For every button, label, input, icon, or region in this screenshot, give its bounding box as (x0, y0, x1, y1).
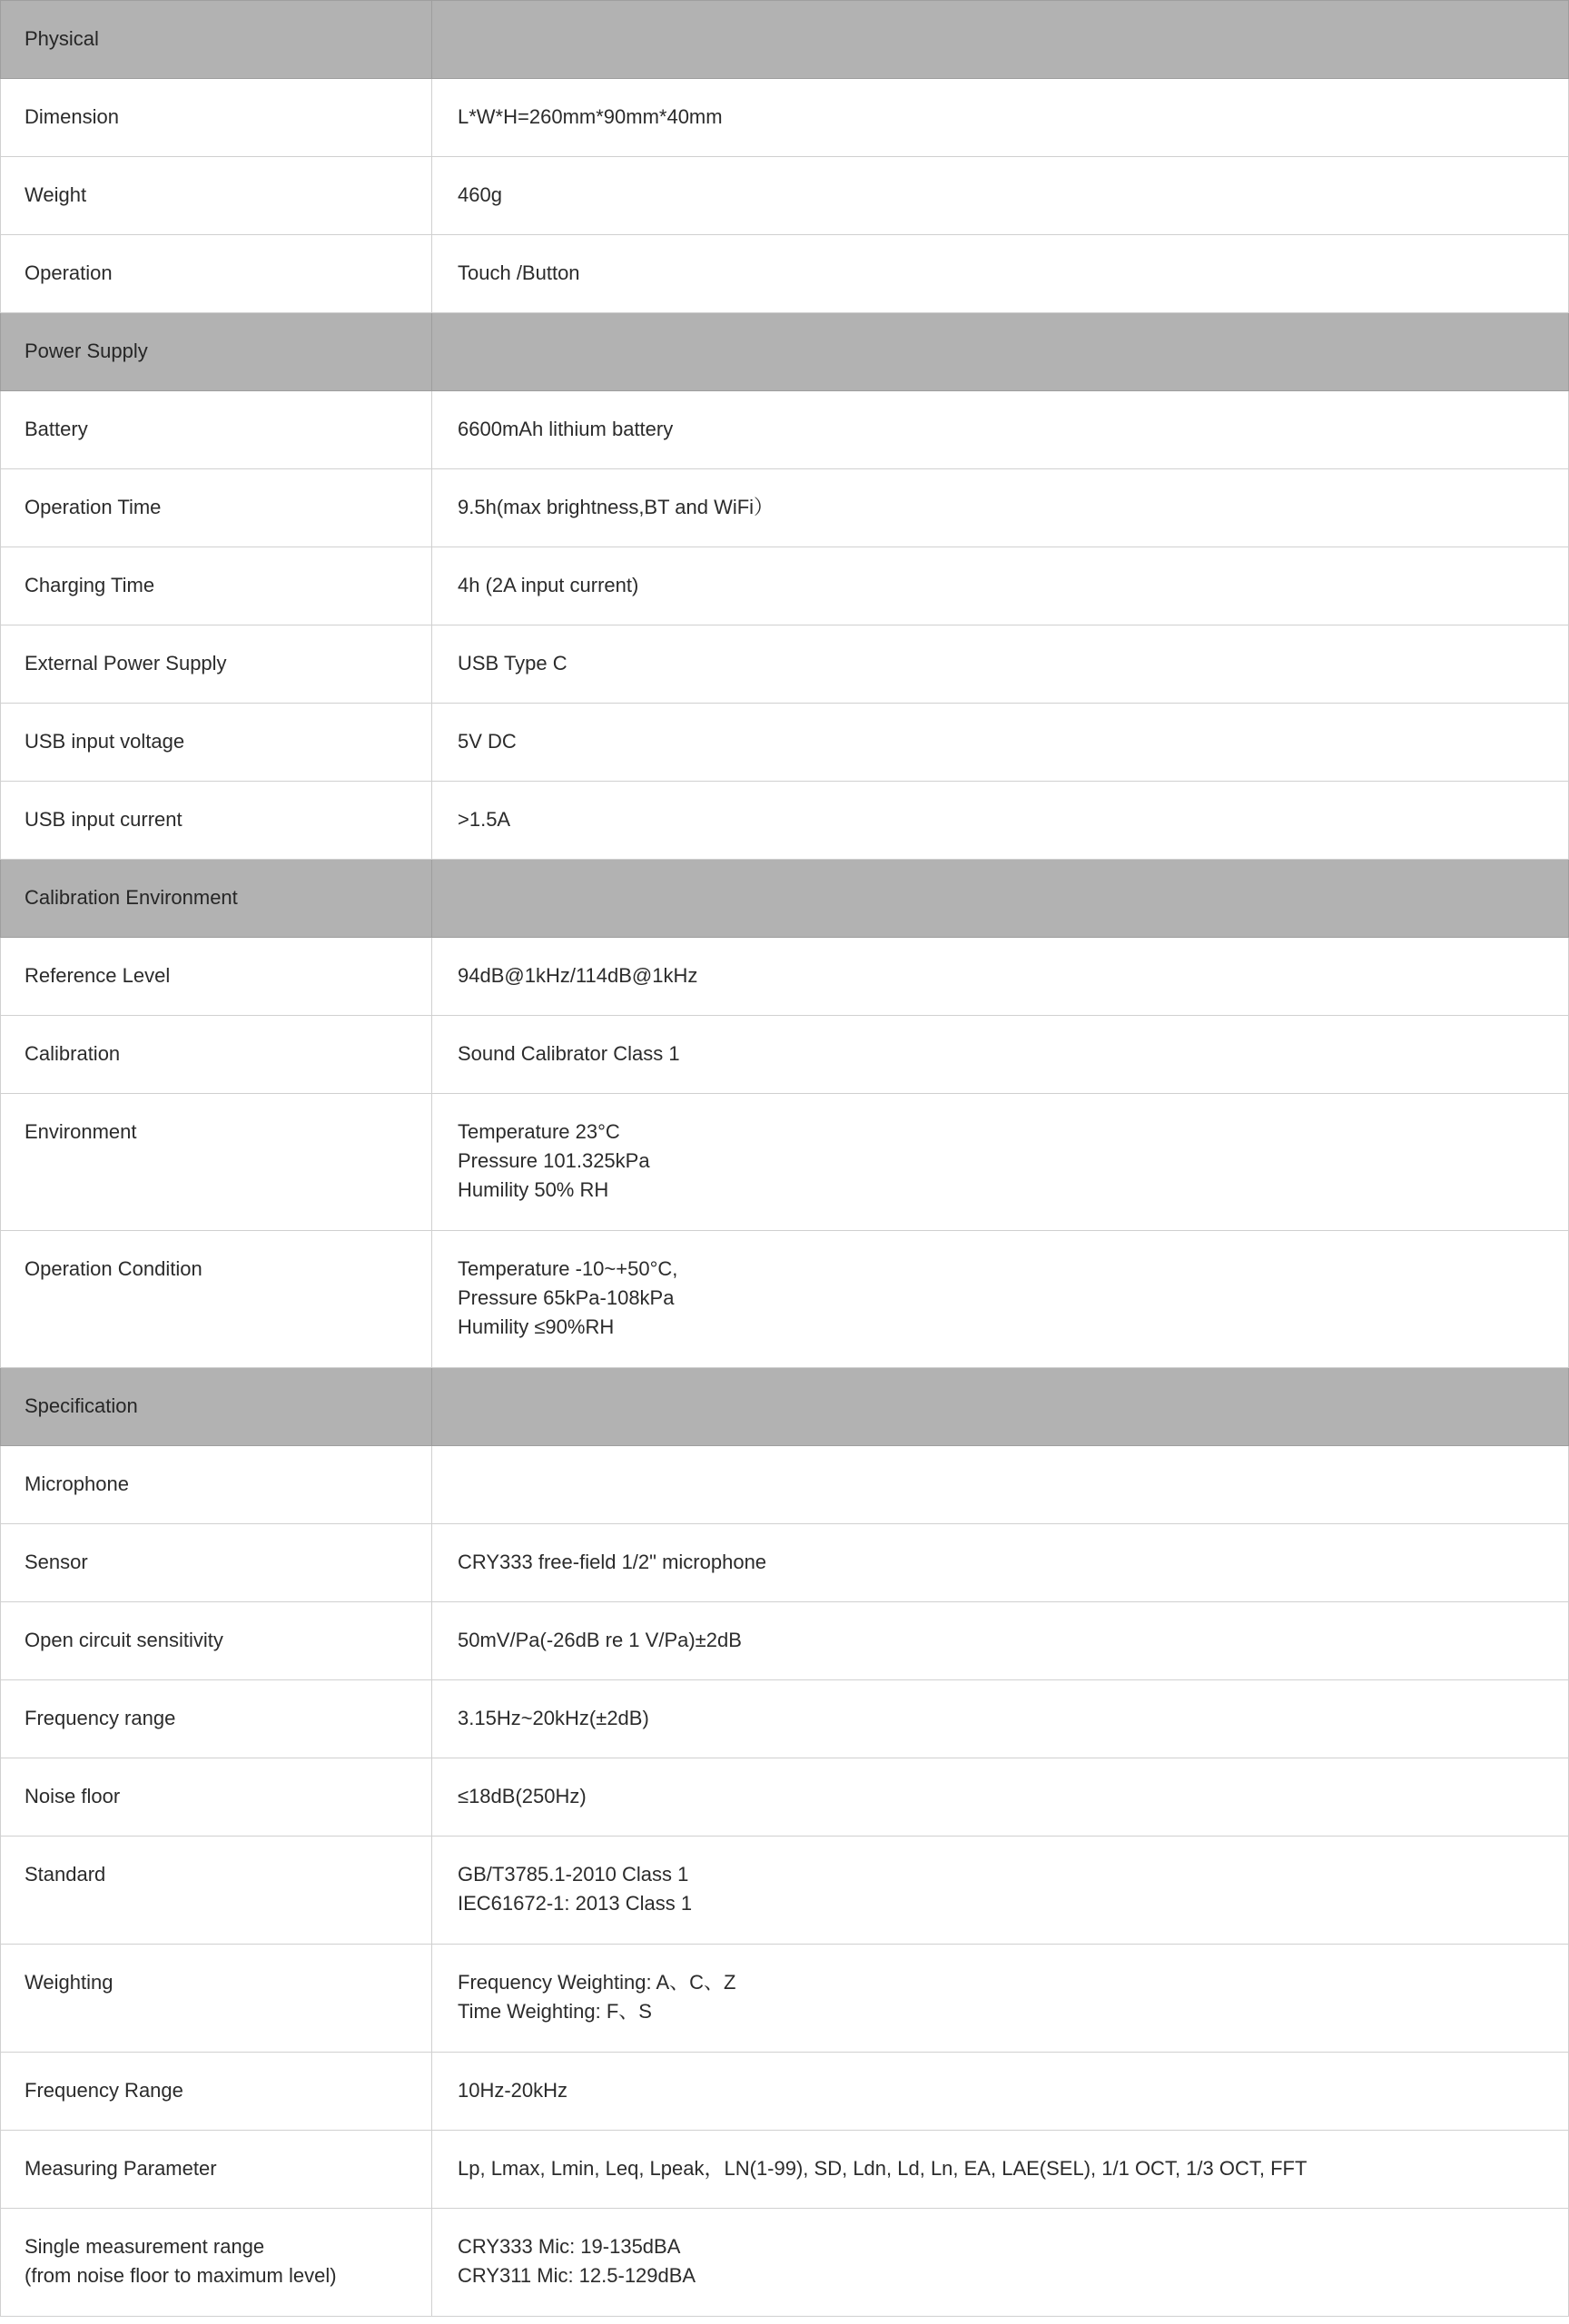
spec-row (1, 157, 1569, 235)
spec-value-cell (432, 1837, 1569, 1945)
spec-label: (from noise floor to maximum level) (25, 2264, 337, 2287)
spec-value: USB Type C (458, 652, 567, 675)
spec-label: Single measurement range (25, 2235, 265, 2258)
spec-value: CRY333 free-field 1/2" microphone (458, 1551, 767, 1573)
spec-value-cell (432, 782, 1569, 860)
spec-value-cell (432, 547, 1569, 625)
spec-value-cell (432, 938, 1569, 1016)
spec-label-cell (1, 1837, 432, 1945)
spec-value-cell (432, 625, 1569, 704)
spec-row (1, 1680, 1569, 1758)
spec-label-cell (1, 1680, 432, 1758)
spec-label: USB input current (25, 808, 183, 831)
spec-row (1, 938, 1569, 1016)
spec-label: Operation (25, 261, 113, 284)
spec-label-cell (1, 469, 432, 547)
spec-label-cell (1, 235, 432, 313)
spec-value-cell (432, 2131, 1569, 2209)
spec-value-cell (432, 79, 1569, 157)
spec-value: 10Hz-20kHz (458, 2079, 568, 2102)
spec-row (1, 469, 1569, 547)
spec-value: >1.5A (458, 808, 511, 831)
section-header-row (1, 313, 1569, 391)
spec-value: ≤18dB(250Hz) (458, 1785, 587, 1807)
spec-row (1, 1094, 1569, 1231)
spec-row (1, 1446, 1569, 1524)
spec-label-cell (1, 938, 432, 1016)
spec-value-cell (432, 1231, 1569, 1368)
spec-value: Lp, Lmax, Lmin, Leq, Lpeak，LN(1-99), SD, Ldn, Ld, Ln, EA, LAE(SEL), 1/1 OCT, 1/3 OCT, FFT (458, 2157, 1308, 2180)
spec-label: External Power Supply (25, 652, 227, 675)
spec-row (1, 235, 1569, 313)
spec-value: 94dB@1kHz/114dB@1kHz (458, 964, 698, 987)
section-title: Specification (1, 1368, 432, 1446)
spec-value: Time Weighting: F、S (458, 2000, 652, 2023)
spec-value: 5V DC (458, 730, 517, 753)
spec-label: Battery (25, 418, 88, 440)
spec-value: 460g (458, 183, 502, 206)
spec-label-cell (1, 547, 432, 625)
spec-label-cell (1, 79, 432, 157)
spec-value-cell (432, 391, 1569, 469)
spec-label-cell (1, 2131, 432, 2209)
spec-label: Weighting (25, 1971, 113, 1994)
section-title: Calibration Environment (1, 860, 432, 938)
section-header-empty-cell (432, 1368, 1569, 1446)
spec-label-cell (1, 1231, 432, 1368)
spec-row (1, 391, 1569, 469)
spec-value-cell (432, 235, 1569, 313)
spec-value-cell (432, 2209, 1569, 2317)
spec-row (1, 1016, 1569, 1094)
spec-label: Standard (25, 1863, 106, 1886)
spec-row (1, 782, 1569, 860)
spec-label-cell (1, 782, 432, 860)
spec-label: Calibration (25, 1042, 121, 1065)
spec-label-cell (1, 1094, 432, 1231)
spec-row (1, 1758, 1569, 1837)
spec-value: Sound Calibrator Class 1 (458, 1042, 680, 1065)
spec-value-cell (432, 1602, 1569, 1680)
spec-label: Microphone (25, 1472, 129, 1495)
spec-label: Frequency range (25, 1707, 176, 1729)
section-header-row (1, 1368, 1569, 1446)
spec-value: IEC61672-1: 2013 Class 1 (458, 1892, 693, 1915)
spec-label-cell (1, 1758, 432, 1837)
spec-row (1, 79, 1569, 157)
spec-label-cell (1, 1446, 432, 1524)
spec-label: USB input voltage (25, 730, 185, 753)
section-title: Power Supply (1, 313, 432, 391)
spec-label: Dimension (25, 105, 119, 128)
spec-label-cell (1, 391, 432, 469)
spec-row (1, 1231, 1569, 1368)
spec-label-cell (1, 704, 432, 782)
spec-row (1, 2053, 1569, 2131)
spec-value: 50mV/Pa(-26dB re 1 V/Pa)±2dB (458, 1629, 742, 1651)
spec-value: 3.15Hz~20kHz(±2dB) (458, 1707, 649, 1729)
spec-value: Frequency Weighting: A、C、Z (458, 1971, 736, 1994)
spec-row (1, 547, 1569, 625)
section-header-row (1, 1, 1569, 79)
spec-row (1, 704, 1569, 782)
spec-label-cell (1, 2209, 432, 2317)
spec-value: Pressure 65kPa-108kPa (458, 1286, 675, 1309)
spec-row (1, 1602, 1569, 1680)
spec-value: Humility 50% RH (458, 1178, 609, 1201)
spec-value: 9.5h(max brightness,BT and WiFi） (458, 496, 775, 518)
spec-label: Charging Time (25, 574, 155, 596)
spec-value: L*W*H=260mm*90mm*40mm (458, 105, 723, 128)
spec-label-cell (1, 1602, 432, 1680)
spec-label-cell (1, 1016, 432, 1094)
spec-row (1, 2131, 1569, 2209)
spec-row (1, 625, 1569, 704)
spec-value-cell (432, 1758, 1569, 1837)
spec-value: Temperature -10~+50°C, (458, 1257, 678, 1280)
spec-label: Measuring Parameter (25, 2157, 217, 2180)
spec-label-cell (1, 157, 432, 235)
spec-label-cell (1, 1524, 432, 1602)
spec-label: Operation Time (25, 496, 162, 518)
spec-value: CRY333 Mic: 19-135dBA (458, 2235, 681, 2258)
spec-label-cell (1, 625, 432, 704)
spec-label: Operation Condition (25, 1257, 202, 1280)
spec-value-cell (432, 2053, 1569, 2131)
spec-value-cell (432, 1094, 1569, 1231)
spec-value-cell (432, 1446, 1569, 1524)
spec-value-cell (432, 704, 1569, 782)
section-header-empty-cell (432, 313, 1569, 391)
spec-value: 6600mAh lithium battery (458, 418, 674, 440)
spec-label: Reference Level (25, 964, 171, 987)
spec-value: 4h (2A input current) (458, 574, 639, 596)
spec-label: Sensor (25, 1551, 88, 1573)
spec-row (1, 1945, 1569, 2053)
spec-label: Open circuit sensitivity (25, 1629, 223, 1651)
spec-row (1, 2209, 1569, 2317)
spec-value-cell (432, 157, 1569, 235)
spec-value-cell (432, 1524, 1569, 1602)
spec-value-cell (432, 1016, 1569, 1094)
spec-table-body (1, 1, 1569, 2317)
spec-label: Frequency Range (25, 2079, 183, 2102)
spec-label: Environment (25, 1120, 137, 1143)
spec-label: Noise floor (25, 1785, 121, 1807)
spec-label-cell (1, 2053, 432, 2131)
spec-value-cell (432, 1680, 1569, 1758)
spec-value: GB/T3785.1-2010 Class 1 (458, 1863, 689, 1886)
spec-row (1, 1524, 1569, 1602)
spec-label-cell (1, 1945, 432, 2053)
spec-label: Weight (25, 183, 87, 206)
spec-value: Temperature 23°C (458, 1120, 620, 1143)
spec-value: Touch /Button (458, 261, 580, 284)
spec-value: Pressure 101.325kPa (458, 1149, 650, 1172)
section-header-row (1, 860, 1569, 938)
spec-row (1, 1837, 1569, 1945)
spec-value-cell (432, 469, 1569, 547)
section-header-empty-cell (432, 1, 1569, 79)
section-title: Physical (1, 1, 432, 79)
section-header-empty-cell (432, 860, 1569, 938)
spec-value-cell (432, 1945, 1569, 2053)
spec-value: Humility ≤90%RH (458, 1315, 615, 1338)
spec-value: CRY311 Mic: 12.5-129dBA (458, 2264, 696, 2287)
